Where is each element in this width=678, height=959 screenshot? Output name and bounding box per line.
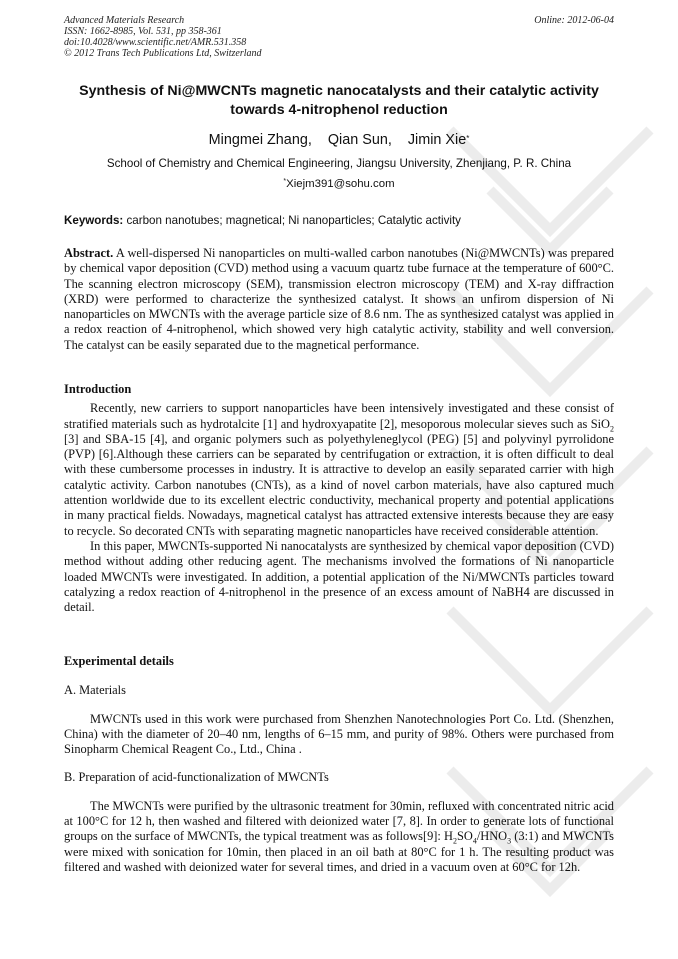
preparation-heading: B. Preparation of acid-functionalization of MWCNTs [64, 770, 329, 785]
author-name: Mingmei Zhang, [208, 132, 312, 148]
abstract-label: Abstract. [64, 246, 114, 260]
corresponding-email [64, 177, 614, 191]
abstract-text: A well-dispersed Ni nanoparticles on multi-walled carbon nanotubes (Ni@MWCNTs) was prepared by chemical vapor deposition (CVD) method using a vacuum quartz tube furnace at the temperature of 600°C. The scanning electron microscopy (SEM), transmission electron microscopy (TEM) and X-ray diffraction (XRD) were performed to characterize the synthesized catalyst. It shows an unfirom dispersion of Ni nanoparticles on MWCNTs with the average particle size of 8.6 nm. The as synthesized catalyst was applied in a redox reaction of 4-nitrophenol, which showed very high catalytic activity, stability and well conversion. The catalyst can be easily separated due to the magnetical performance. [64, 246, 614, 352]
experimental-section [64, 654, 614, 875]
email-mark: * [283, 178, 287, 185]
paper-title: Synthesis of Ni@MWCNTs magnetic nanocatalysts and their catalytic activity towards 4-nitrophenol reduction [79, 83, 599, 118]
keywords [64, 214, 614, 228]
doi-line: doi:10.4028/www.scientific.net/AMR.531.358 [64, 37, 247, 48]
email-address: Xiejm391@sohu.com [286, 178, 395, 190]
materials-paragraph: MWCNTs used in this work were purchased from Shenzhen Nanotechnologies Port Co. Ltd. (Shenzhen, China) with the diameter of 20–40 nm, lengths of 6–15 mm, and purity of 98%. Others were purchased from Sinopharm Chemical Reagent Co., Ltd., China . [64, 711, 614, 757]
abstract-paragraph [64, 246, 614, 353]
introduction-heading: Introduction [64, 382, 132, 396]
author-name: Jimin Xie* [407, 132, 470, 148]
materials-heading: A. Materials [64, 683, 126, 698]
affiliation: School of Chemistry and Chemical Engineering, Jiangsu University, Zhenjiang, P. R. China [106, 157, 572, 170]
keywords-text: carbon nanotubes; magnetical; Ni nanoparticles; Catalytic activity [123, 214, 461, 227]
keywords-label: Keywords: [64, 214, 124, 227]
journal-header [64, 15, 262, 59]
abstract-section [64, 246, 614, 353]
online-date: Online: 2012-06-04 [534, 15, 614, 26]
issn-line: ISSN: 1662-8985, Vol. 531, pp 358-361 [64, 26, 222, 37]
author-name: Qian Sun, [327, 132, 392, 148]
introduction-paragraph-2: In this paper, MWCNTs-supported Ni nanocatalysts are synthesized by chemical vapor deposition (CVD) method without adding other reducing agent. The mechanisms involved the formations of Ni nanoparticle loaded MWCNTs were investigated. In addition, a potential application of the Ni/MWCNTs particles toward catalyzing a redox reaction of 4-nitrophenol in the presence of an excess amount of NaBH4 are discussed in detail. [64, 538, 614, 615]
corresponding-mark: * [466, 134, 470, 143]
experimental-heading: Experimental details [64, 654, 174, 668]
copyright-line: © 2012 Trans Tech Publications Ltd, Switzerland [64, 48, 262, 59]
introduction-paragraph-1: Recently, new carriers to support nanoparticles have been intensively investigated and these consist of stratified materials such as hydrotalcite [1] and hydroxyapatite [2], mesoporous molecular sieves such as SiO$_2$ [3] and SBA-15 [4], and organic polymers such as polyethyleneglycol (PEG) [5] and polyvinyl pyrrolidone (PVP) [6].Although these carriers can be separated by centrifugation or extraction, it is often difficult to deal with these cumbersome processes in industry. It is attractive to develop an easily separated carrier with high catalytic activity. Carbon nanotubes (CNTs), as a kind of novel carbon materials, have also captured much attention worldwide due to its excellent electric conductivity, mechanical property and potential applications in many practical fields. Nowadays, magnetical catalyst has attracted extensive interests because they are easy to recycle. So decorated CNTs with separating magnetic nanoparticles have received considerable attention. [64, 401, 614, 538]
preparation-paragraph: The MWCNTs were purified by the ultrasonic treatment for 30min, refluxed with concentrated nitric acid at 100°C for 12 h, then washed and filtered with deionized water [7, 8]. In order to generate lots of functional groups on the surface of MWCNTs, the typical treatment was as follows[9]: $H_2SO_4/HNO_3$ (3:1) and MWCNTs were mixed with sonication for 10min, then placed in an oil bath at 80°C for 1 h. The resulting product was filtered and washed with deionized water for several times, and dried in a vacuum oven at 60°C for 12h. [64, 798, 615, 874]
introduction-section [64, 382, 614, 615]
author-list [64, 132, 614, 149]
journal-name: Advanced Materials Research [64, 15, 185, 26]
